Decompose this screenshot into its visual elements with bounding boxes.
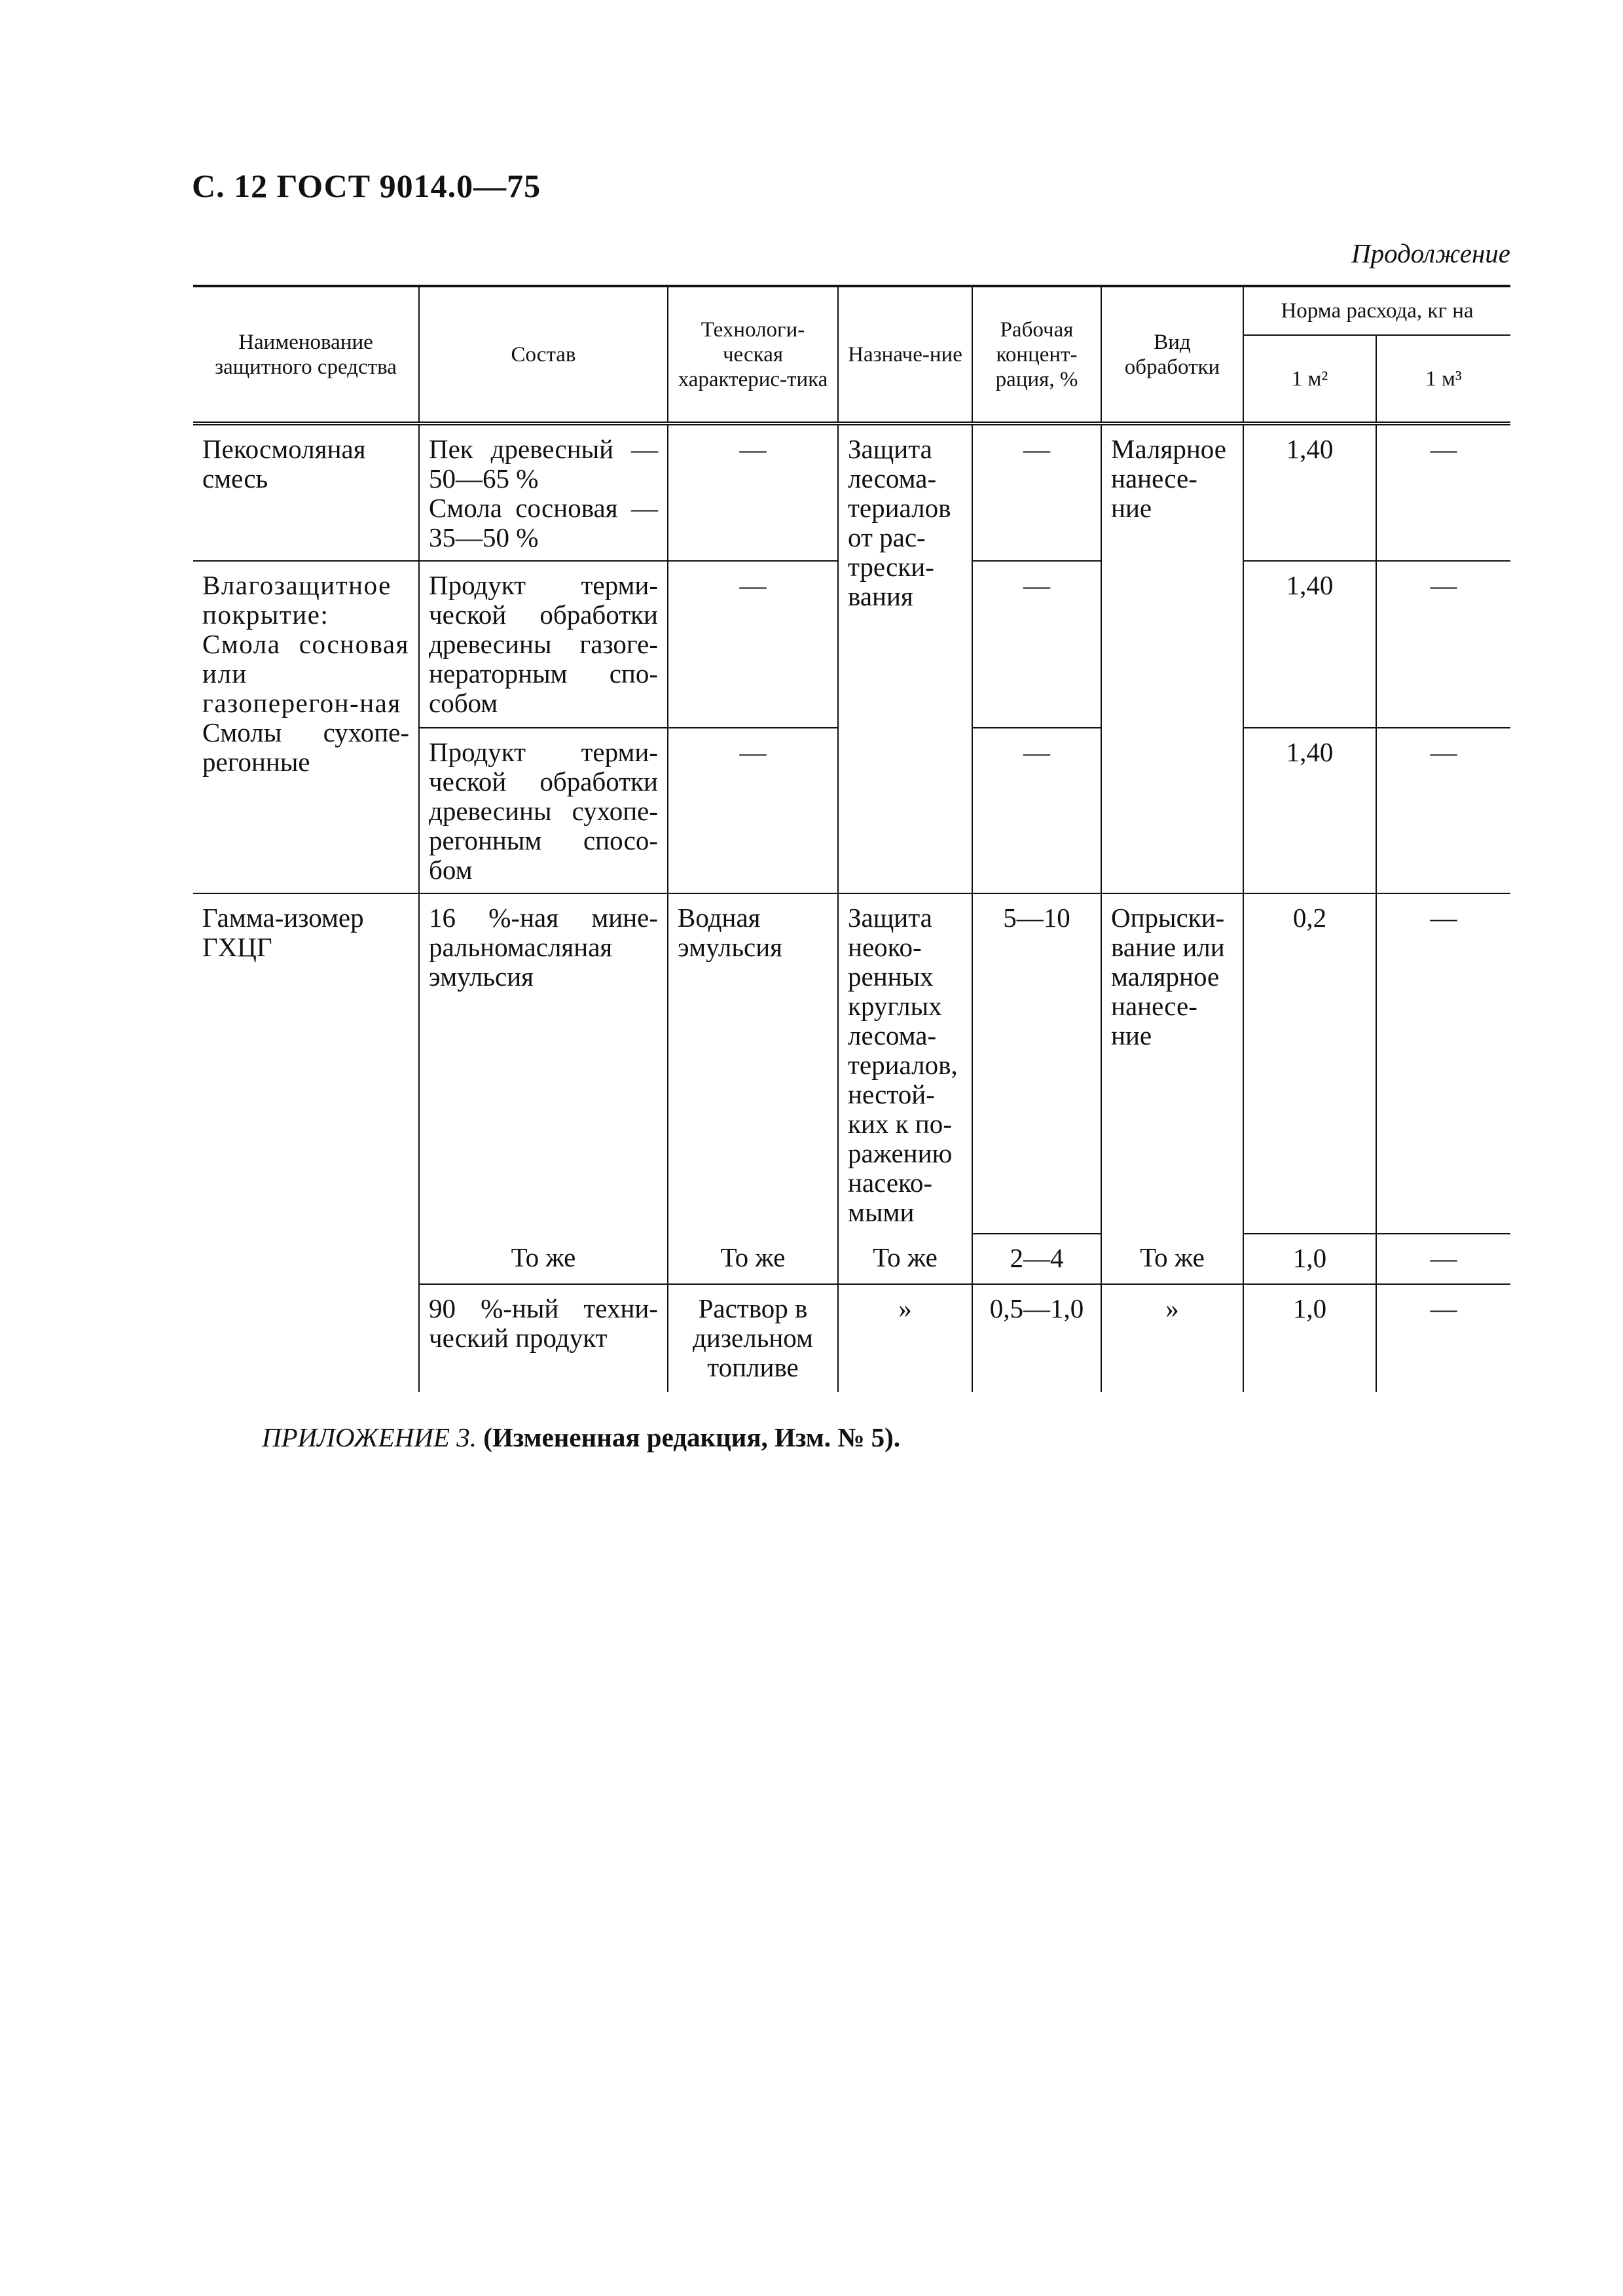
cell-treatment: Опрыски-вание или малярное нанесе-ние xyxy=(1101,893,1243,1234)
cell-tech: То же xyxy=(668,1234,838,1284)
cell-tech: — xyxy=(668,561,838,728)
header-norm: Норма расхода, кг на xyxy=(1243,286,1510,335)
footnote-appendix: ПРИЛОЖЕНИЕ 3. xyxy=(262,1422,477,1452)
cell-norm-m2: 1,0 xyxy=(1243,1284,1376,1392)
composition-line: Пек древесный — xyxy=(429,434,658,464)
protective-agents-table xyxy=(193,285,1510,1392)
page-header: С. 12 ГОСТ 9014.0—75 xyxy=(192,168,541,204)
footnote xyxy=(262,1422,900,1453)
cell-treatment: Малярное нанесе-ние xyxy=(1101,423,1243,893)
name-part: Влагозащитное покрытие: Смола сосновая или газоперегон-ная xyxy=(202,570,409,718)
header-norm-m3: 1 м³ xyxy=(1376,335,1510,423)
cell-treatment: То же xyxy=(1101,1234,1243,1284)
cell-composition: Продукт терми-ческой обработки древесины сухопе-регонным спосо-бом xyxy=(419,728,668,893)
composition-line: Смола сосновая — xyxy=(429,493,658,523)
cell-composition: 90 %-ный техни-ческий продукт xyxy=(419,1284,668,1392)
cell-purpose: То же xyxy=(838,1234,972,1284)
cell-tech: — xyxy=(668,728,838,893)
cell-norm-m2: 0,2 xyxy=(1243,893,1376,1234)
header-tech: Технологи-ческая характерис-тика xyxy=(668,286,838,423)
cell-purpose: » xyxy=(838,1284,972,1392)
cell-purpose: Защита неоко-ренных круглых лесома-териалов, нестой-ких к по-ражению насеко-мыми xyxy=(838,893,972,1234)
cell-concentration: — xyxy=(972,561,1101,728)
footnote-revision: (Измененная редакция, Изм. № 5). xyxy=(483,1422,901,1452)
cell-tech: — xyxy=(668,423,838,561)
header-purpose: Назначе-ние xyxy=(838,286,972,423)
name-part: Смолы сухопе-регонные xyxy=(202,717,409,777)
cell-norm-m3: — xyxy=(1376,728,1510,893)
header-concentration: Рабочая концент-рация, % xyxy=(972,286,1101,423)
cell-concentration: — xyxy=(972,423,1101,561)
cell-composition: Продукт терми-ческой обработки древесины газоге-нераторным спо-собом xyxy=(419,561,668,728)
header-composition: Состав xyxy=(419,286,668,423)
cell-concentration: — xyxy=(972,728,1101,893)
cell-tech: Раствор в дизельном топливе xyxy=(668,1284,838,1392)
cell-norm-m3: — xyxy=(1376,561,1510,728)
cell-purpose: Защита лесома-териалов от рас-трески-вания xyxy=(838,423,972,893)
cell-norm-m3: — xyxy=(1376,893,1510,1234)
cell-composition: То же xyxy=(419,1234,668,1284)
cell-norm-m3: — xyxy=(1376,423,1510,561)
cell-name: Гамма-изомер ГХЦГ xyxy=(193,893,419,1392)
cell-treatment: » xyxy=(1101,1284,1243,1392)
continuation-label: Продолжение xyxy=(1351,238,1510,268)
cell-norm-m2: 1,0 xyxy=(1243,1234,1376,1284)
cell-concentration: 2—4 xyxy=(972,1234,1101,1284)
cell-name: Пекосмоляная смесь xyxy=(202,434,366,493)
cell-norm-m2: 1,40 xyxy=(1243,561,1376,728)
cell-concentration: 5—10 xyxy=(972,893,1101,1234)
cell-norm-m3: — xyxy=(1376,1234,1510,1284)
cell-concentration: 0,5—1,0 xyxy=(972,1284,1101,1392)
cell-name xyxy=(193,561,419,893)
cell-composition: 16 %-ная мине-ральномасляная эмульсия xyxy=(419,893,668,1234)
header-norm-m2: 1 м² xyxy=(1243,335,1376,423)
composition-line: 35—50 % xyxy=(429,522,539,552)
header-name: Наименование защитного средства xyxy=(193,286,419,423)
cell-composition xyxy=(419,423,668,561)
composition-line: 50—65 % xyxy=(429,463,539,493)
cell-norm-m3: — xyxy=(1376,1284,1510,1392)
header-treatment: Вид обработки xyxy=(1101,286,1243,423)
cell-tech: Водная эмульсия xyxy=(668,893,838,1234)
cell-norm-m2: 1,40 xyxy=(1243,423,1376,561)
cell-norm-m2: 1,40 xyxy=(1243,728,1376,893)
